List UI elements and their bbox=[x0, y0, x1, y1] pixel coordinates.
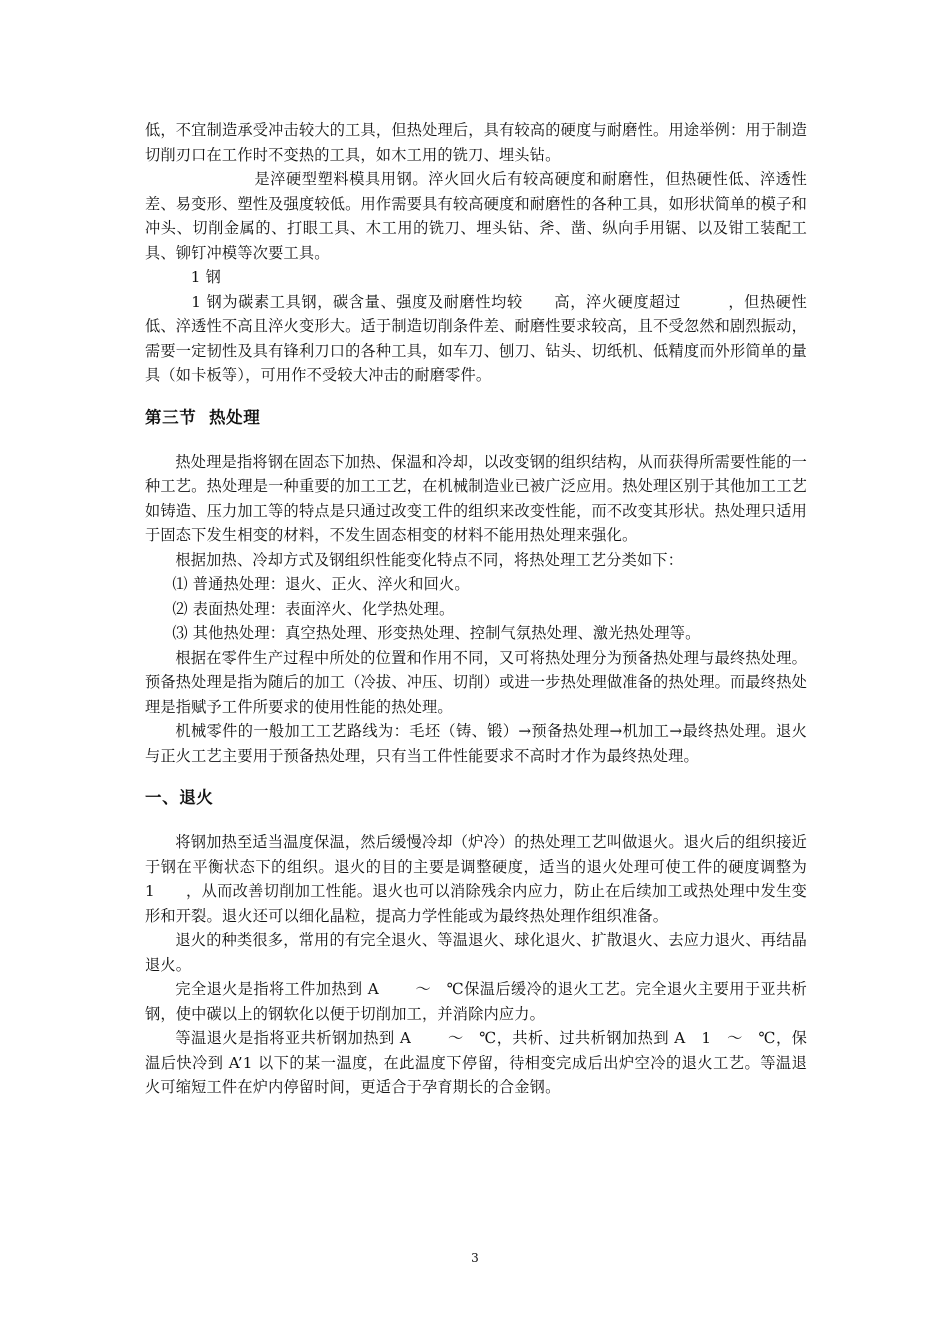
page-content bbox=[145, 118, 838, 1100]
paragraph-section-3: 根据在零件生产过程中所处的位置和作用不同，又可将热处理分为预备热处理与最终热处理。预备热处理是指为随后的加工（冷拔、冲压、切削）或进一步热处理做准备的热处理。而最终热处理是指赋予工件所要求的使用性能的热处理。 bbox=[145, 648, 807, 716]
section-heading: 第三节 热处理 bbox=[145, 407, 261, 427]
page-number: 3 bbox=[471, 1251, 479, 1265]
paragraph-subsection-3: 完全退火是指将工件加热到 A ～ ℃保温后缓冷的退火工艺。完全退火主要用于亚共析钢，使中碳以上的钢软化以便于切削加工，并消除内应力。 bbox=[145, 980, 807, 1023]
paragraph-top-3: 1 钢 bbox=[175, 268, 222, 286]
paragraph-top-4: 1 钢为碳素工具钢，碳含量、强度及耐磨性均较 高，淬火硬度超过 ，但热硬性低、淬透性不高且淬火变形大。适于制造切削条件差、耐磨性要求较高，且不受忽然和剧烈振动，需要一定韧性及具有锋利刀口的各种工具，如车刀、刨刀、钻头、切纸机、低精度而外形简单的量具（如卡板等），可用作不受较大冲击的耐磨零件。 bbox=[145, 292, 807, 384]
list-item-3: ⑶ 其他热处理：真空热处理、形变热处理、控制气氛热处理、激光热处理等。 bbox=[172, 624, 701, 642]
paragraph-section-1: 热处理是指将钢在固态下加热、保温和冷却，以改变钢的组织结构，从而获得所需要性能的一种工艺。热处理是一种重要的加工工艺，在机械制造业已被广泛应用。热处理区别于其他加工工艺如铸造、压力加工等的特点是只通过改变工件的组织来改变性能，而不改变其形状。热处理只适用于固态下发生相变的材料，不发生固态相变的材料不能用热处理来强化。 bbox=[145, 452, 807, 544]
paragraph-subsection-4: 等温退火是指将亚共析钢加热到 A ～ ℃，共析、过共析钢加热到 A 1 ～ ℃，保温后快冷到 A’1 以下的某一温度，在此温度下停留，待相变完成后出炉空冷的退火工艺。等温退火可缩短工件在炉内停留时间，更适合于孕育期长的合金钢。 bbox=[145, 1029, 807, 1096]
list-item-2: ⑵ 表面热处理：表面淬火、化学热处理。 bbox=[172, 599, 455, 618]
paragraph-top-1: 低，不宜制造承受冲击较大的工具，但热处理后，具有较高的硬度与耐磨性。用途举例：用于制造切削刃口在工作时不变热的工具，如木工用的铣刀、埋头钻。 bbox=[145, 121, 807, 164]
paragraph-section-4: 机械零件的一般加工工艺路线为：毛坯（铸、锻）→预备热处理→机加工→最终热处理。退火与正火工艺主要用于预备热处理，只有当工件性能要求不高时才作为最终热处理。 bbox=[145, 722, 807, 765]
paragraph-section-2: 根据加热、冷却方式及钢组织性能变化特点不同，将热处理工艺分类如下： bbox=[175, 550, 684, 569]
paragraph-top-2: 是淬硬型塑料模具用钢。淬火回火后有较高硬度和耐磨性，但热硬性低、淬透性差、易变形、塑性及强度较低。用作需要具有较高硬度和耐磨性的各种工具，如形状简单的模子和冲头、切削金属的、打眼工具、木工用的铣刀、埋头钻、斧、凿、纵向手用锯、以及钳工装配工具、铆钉冲模等次要工具。 bbox=[145, 170, 807, 262]
subsection-heading: 一、退火 bbox=[145, 788, 214, 807]
paragraph-subsection-1: 将钢加热至适当温度保温，然后缓慢冷却（炉冷）的热处理工艺叫做退火。退火后的组织接近于钢在平衡状态下的组织。退火的目的主要是调整硬度，适当的退火处理可使工件的硬度调整为 1 ，从而改善切削加工性能。退火也可以消除残余内应力，防止在后续加工或热处理中发生变形和开裂。退火还可以细化晶粒，提高力学性能或为最终热处理作组织准备。 bbox=[145, 833, 838, 925]
paragraph-subsection-2: 退火的种类很多，常用的有完全退火、等温退火、球化退火、扩散退火、去应力退火、再结晶退火。 bbox=[145, 931, 807, 974]
list-item-1: ⑴ 普通热处理：退火、正火、淬火和回火。 bbox=[172, 575, 470, 593]
